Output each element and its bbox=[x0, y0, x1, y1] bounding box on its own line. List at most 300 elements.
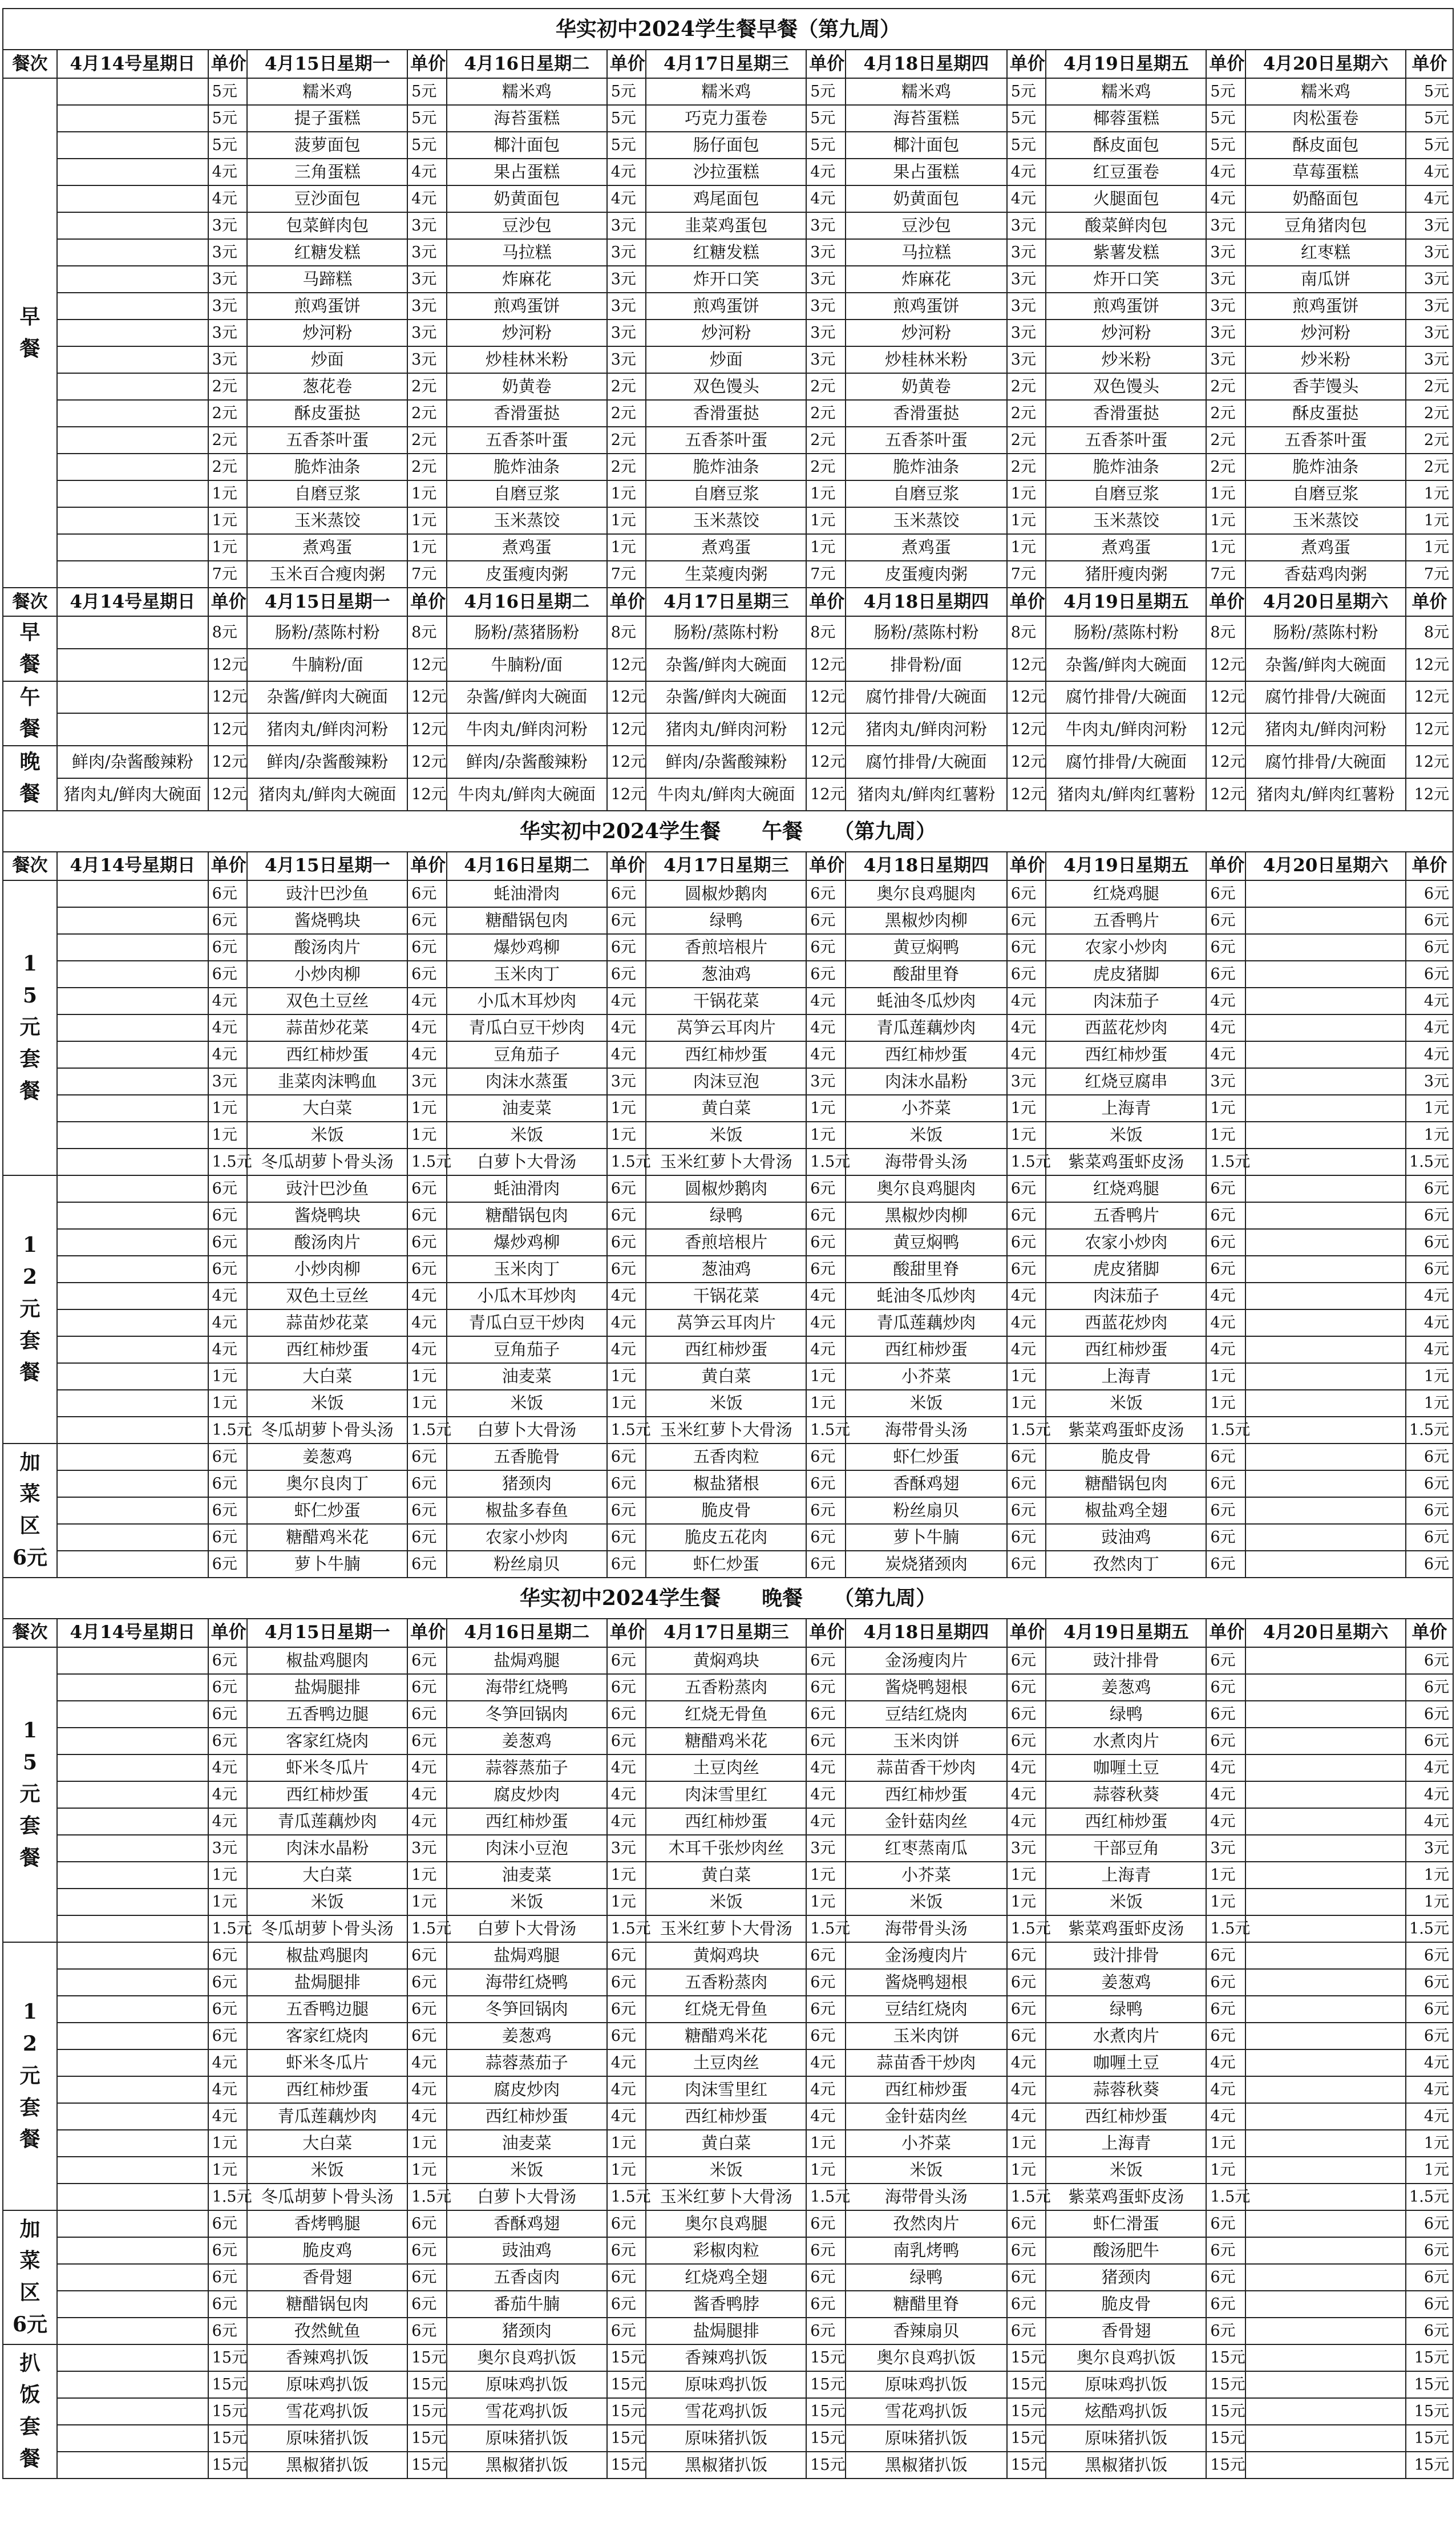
dish-name: 红枣蒸南瓜 bbox=[846, 1835, 1007, 1862]
dish-name: 奶黄面包 bbox=[447, 185, 607, 212]
dish-price: 15元 bbox=[1206, 2452, 1245, 2479]
dish-name: 腐竹排骨/大碗面 bbox=[1046, 681, 1206, 714]
dish-name: 西红柿炒蛋 bbox=[846, 1781, 1007, 1808]
menu-row bbox=[3, 212, 1453, 239]
meal-category bbox=[3, 2344, 57, 2479]
dish-price: 15元 bbox=[1406, 2425, 1453, 2452]
dish-price: 7元 bbox=[806, 561, 846, 588]
dish-price: 6元 bbox=[1007, 1996, 1046, 2023]
dish-price: 1元 bbox=[607, 1095, 646, 1122]
dish-price: 1.5元 bbox=[806, 1417, 846, 1444]
dish-name: 腐竹排骨/大碗面 bbox=[1046, 746, 1206, 778]
dish-price: 6元 bbox=[806, 1202, 846, 1229]
dish-name: 蒜蓉秋葵 bbox=[1046, 1781, 1206, 1808]
dish-price: 4元 bbox=[607, 185, 646, 212]
price-header: 单价 bbox=[1206, 588, 1245, 616]
dish-price: 6元 bbox=[806, 1647, 846, 1674]
dish-name: 奥尔良鸡扒饭 bbox=[846, 2344, 1007, 2371]
dish-name: 豆角茄子 bbox=[447, 1336, 607, 1363]
dish-name: 糖醋锅包肉 bbox=[247, 2291, 407, 2318]
dish-price: 6元 bbox=[407, 1524, 447, 1551]
dish-name: 火腿面包 bbox=[1046, 185, 1206, 212]
dish-name bbox=[57, 2103, 208, 2130]
dish-price: 6元 bbox=[806, 907, 846, 934]
dish-price: 6元 bbox=[1406, 1728, 1453, 1754]
dish-price: 6元 bbox=[208, 934, 248, 961]
dish-price: 12元 bbox=[1007, 713, 1046, 746]
dish-price: 3元 bbox=[1406, 320, 1453, 346]
dish-price: 1元 bbox=[607, 534, 646, 561]
dish-name: 米饭 bbox=[646, 1889, 806, 1915]
dish-price: 4元 bbox=[1206, 1014, 1245, 1041]
dish-price: 1.5元 bbox=[806, 1915, 846, 1942]
dish-price: 4元 bbox=[1406, 1014, 1453, 1041]
dish-name: 煮鸡蛋 bbox=[646, 534, 806, 561]
dish-price: 4元 bbox=[208, 159, 248, 185]
dish-price: 1元 bbox=[806, 480, 846, 507]
menu-row bbox=[3, 2264, 1453, 2291]
dish-price: 1元 bbox=[208, 1122, 248, 1149]
dish-price: 5元 bbox=[1007, 105, 1046, 132]
dish-name: 肠粉/蒸陈村粉 bbox=[846, 616, 1007, 649]
dish-name: 小瓜木耳炒肉 bbox=[447, 988, 607, 1014]
dish-price: 6元 bbox=[806, 2210, 846, 2237]
dish-price: 1元 bbox=[1007, 507, 1046, 534]
dish-name: 黑椒猪扒饭 bbox=[646, 2452, 806, 2479]
dish-name: 五香茶叶蛋 bbox=[846, 427, 1007, 454]
dish-price: 6元 bbox=[806, 1728, 846, 1754]
menu-row bbox=[3, 907, 1453, 934]
dish-price: 15元 bbox=[607, 2344, 646, 2371]
dish-name: 自磨豆浆 bbox=[1046, 480, 1206, 507]
day-header: 4月20日星期六 bbox=[1245, 50, 1406, 78]
dish-name: 酥皮蛋挞 bbox=[247, 400, 407, 427]
dish-price: 15元 bbox=[407, 2452, 447, 2479]
dish-price: 15元 bbox=[1206, 2425, 1245, 2452]
dish-price: 15元 bbox=[208, 2425, 248, 2452]
dish-name: 蒜苗炒花菜 bbox=[247, 1014, 407, 1041]
dish-name: 沙拉蛋糕 bbox=[646, 159, 806, 185]
dish-price: 6元 bbox=[806, 2291, 846, 2318]
dish-name: 马蹄糕 bbox=[247, 266, 407, 293]
dish-price: 1.5元 bbox=[407, 1417, 447, 1444]
dish-name: 葱油鸡 bbox=[646, 1256, 806, 1283]
dish-name: 糖醋锅包肉 bbox=[447, 1202, 607, 1229]
dish-price: 1.5元 bbox=[407, 2184, 447, 2210]
dish-price: 6元 bbox=[1406, 1524, 1453, 1551]
dish-price: 15元 bbox=[1007, 2371, 1046, 2398]
dish-price: 3元 bbox=[1206, 1068, 1245, 1095]
dish-name bbox=[57, 1862, 208, 1889]
dish-name: 炒面 bbox=[646, 346, 806, 373]
menu-row bbox=[3, 1256, 1453, 1283]
dish-name: 奶黄卷 bbox=[846, 373, 1007, 400]
dish-name: 金汤瘦肉片 bbox=[846, 1942, 1007, 1969]
dish-price: 6元 bbox=[208, 2291, 248, 2318]
menu-row bbox=[3, 1229, 1453, 1256]
dish-price: 6元 bbox=[1007, 2023, 1046, 2049]
dish-name: 双色馒头 bbox=[1046, 373, 1206, 400]
dish-name bbox=[1245, 2210, 1406, 2237]
dish-name bbox=[57, 988, 208, 1014]
dish-price: 3元 bbox=[407, 346, 447, 373]
dish-name: 猪颈肉 bbox=[1046, 2264, 1206, 2291]
dish-price: 6元 bbox=[208, 2237, 248, 2264]
dish-name: 米饭 bbox=[846, 1122, 1007, 1149]
dish-price: 1.5元 bbox=[1007, 2184, 1046, 2210]
dish-name bbox=[57, 1497, 208, 1524]
dish-name: 葱油鸡 bbox=[646, 961, 806, 988]
dish-price: 1.5元 bbox=[407, 1915, 447, 1942]
dish-price: 6元 bbox=[1206, 1497, 1245, 1524]
dish-price: 12元 bbox=[1206, 713, 1245, 746]
dish-name: 红豆蛋卷 bbox=[1046, 159, 1206, 185]
dish-price: 4元 bbox=[1206, 2076, 1245, 2103]
dish-name: 酸汤肉片 bbox=[247, 934, 407, 961]
dish-price: 6元 bbox=[1406, 1647, 1453, 1674]
dish-name: 糯米鸡 bbox=[846, 78, 1007, 105]
dish-price: 6元 bbox=[407, 1256, 447, 1283]
dish-name bbox=[57, 346, 208, 373]
dish-price: 1元 bbox=[1406, 534, 1453, 561]
dish-price: 4元 bbox=[1406, 1808, 1453, 1835]
dish-name: 煎鸡蛋饼 bbox=[1046, 293, 1206, 320]
dish-price: 6元 bbox=[1007, 2237, 1046, 2264]
menu-row bbox=[3, 1781, 1453, 1808]
dish-name bbox=[1245, 2371, 1406, 2398]
dish-price: 4元 bbox=[806, 1014, 846, 1041]
dish-price: 3元 bbox=[1007, 266, 1046, 293]
dish-price: 4元 bbox=[1206, 2103, 1245, 2130]
dish-price: 2元 bbox=[1007, 427, 1046, 454]
dish-price: 1.5元 bbox=[806, 2184, 846, 2210]
dish-price: 1元 bbox=[1206, 480, 1245, 507]
menu-row bbox=[3, 373, 1453, 400]
dish-price: 1元 bbox=[208, 1390, 248, 1417]
meal-category-text: 套 bbox=[19, 1047, 41, 1072]
day-header: 4月17日星期三 bbox=[646, 50, 806, 78]
dish-price: 6元 bbox=[806, 1229, 846, 1256]
dish-name: 香滑蛋挞 bbox=[447, 400, 607, 427]
dish-price: 4元 bbox=[1206, 1283, 1245, 1309]
menu-row bbox=[3, 1470, 1453, 1497]
dish-name bbox=[1245, 988, 1406, 1014]
day-header: 4月16日星期二 bbox=[447, 852, 607, 880]
dish-name: 酱烧鸭翅根 bbox=[846, 1674, 1007, 1701]
price-header: 单价 bbox=[607, 588, 646, 616]
dish-price: 3元 bbox=[1406, 293, 1453, 320]
dish-name: 自磨豆浆 bbox=[247, 480, 407, 507]
dish-price: 6元 bbox=[1406, 907, 1453, 934]
dish-name: 香辣鸡扒饭 bbox=[247, 2344, 407, 2371]
dish-price: 4元 bbox=[1206, 2049, 1245, 2076]
dish-price: 1元 bbox=[1007, 1363, 1046, 1390]
dish-name: 油麦菜 bbox=[447, 1862, 607, 1889]
dish-name: 米饭 bbox=[447, 1889, 607, 1915]
meal-category-text: 套 bbox=[19, 2095, 41, 2120]
dish-name: 豉汁巴沙鱼 bbox=[247, 1175, 407, 1202]
dish-price: 4元 bbox=[1206, 1808, 1245, 1835]
dish-name: 牛肉丸/鲜肉大碗面 bbox=[447, 778, 607, 811]
dish-price: 4元 bbox=[1206, 1336, 1245, 1363]
dish-name: 肉沫茄子 bbox=[1046, 1283, 1206, 1309]
dish-name: 西红柿炒蛋 bbox=[247, 2076, 407, 2103]
dish-price: 6元 bbox=[1406, 1470, 1453, 1497]
dish-name: 西蓝花炒肉 bbox=[1046, 1014, 1206, 1041]
dish-price: 3元 bbox=[806, 212, 846, 239]
dish-price: 3元 bbox=[1406, 1068, 1453, 1095]
dish-price: 2元 bbox=[208, 454, 248, 480]
dish-name: 西红柿炒蛋 bbox=[1046, 1808, 1206, 1835]
dish-price: 12元 bbox=[407, 681, 447, 714]
dish-price: 6元 bbox=[607, 934, 646, 961]
dish-price: 7元 bbox=[208, 561, 248, 588]
dish-name bbox=[1245, 1363, 1406, 1390]
dish-name: 双色馒头 bbox=[646, 373, 806, 400]
price-header: 单价 bbox=[607, 50, 646, 78]
day-header: 4月19日星期五 bbox=[1046, 588, 1206, 616]
dish-price: 4元 bbox=[607, 2076, 646, 2103]
dish-name: 南瓜饼 bbox=[1245, 266, 1406, 293]
dish-price: 2元 bbox=[1206, 427, 1245, 454]
dish-price: 5元 bbox=[1406, 105, 1453, 132]
dish-name bbox=[57, 713, 208, 746]
dish-name: 肉沫雪里红 bbox=[646, 2076, 806, 2103]
dish-price: 15元 bbox=[806, 2371, 846, 2398]
dish-price: 6元 bbox=[607, 1202, 646, 1229]
dish-name: 玉米红萝卜大骨汤 bbox=[646, 1915, 806, 1942]
dish-name: 牛腩粉/面 bbox=[247, 649, 407, 681]
dish-price: 1元 bbox=[806, 1862, 846, 1889]
dish-name: 双色土豆丝 bbox=[247, 988, 407, 1014]
dish-name: 豉汁排骨 bbox=[1046, 1942, 1206, 1969]
menu-row bbox=[3, 1647, 1453, 1674]
menu-row bbox=[3, 1014, 1453, 1041]
dish-price: 6元 bbox=[607, 1229, 646, 1256]
dish-name: 虾仁滑蛋 bbox=[1046, 2210, 1206, 2237]
dish-price: 6元 bbox=[1007, 907, 1046, 934]
dish-name: 蒜蓉秋葵 bbox=[1046, 2076, 1206, 2103]
dish-name: 冬瓜胡萝卜骨头汤 bbox=[247, 2184, 407, 2210]
dish-name: 西红柿炒蛋 bbox=[646, 1041, 806, 1068]
dish-price: 1元 bbox=[1206, 1889, 1245, 1915]
dish-price: 4元 bbox=[806, 1754, 846, 1781]
dish-name bbox=[57, 427, 208, 454]
dish-price: 15元 bbox=[407, 2425, 447, 2452]
dish-price: 4元 bbox=[806, 1041, 846, 1068]
dish-name: 糖醋锅包肉 bbox=[1046, 1470, 1206, 1497]
dish-price: 6元 bbox=[1206, 1175, 1245, 1202]
dish-price: 4元 bbox=[607, 2103, 646, 2130]
dish-name: 皮蛋瘦肉粥 bbox=[846, 561, 1007, 588]
dish-name: 绿鸭 bbox=[1046, 1996, 1206, 2023]
dish-name: 萝卜牛腩 bbox=[846, 1524, 1007, 1551]
dish-name: 煎鸡蛋饼 bbox=[846, 293, 1007, 320]
dish-name: 肉沫豆泡 bbox=[646, 1068, 806, 1095]
dish-price: 1元 bbox=[607, 480, 646, 507]
dish-price: 7元 bbox=[607, 561, 646, 588]
dish-price: 6元 bbox=[1007, 1202, 1046, 1229]
dish-name bbox=[57, 1283, 208, 1309]
menu-row bbox=[3, 1808, 1453, 1835]
dish-name: 椒盐鸡腿肉 bbox=[247, 1647, 407, 1674]
dish-name bbox=[1245, 2130, 1406, 2157]
dish-price: 4元 bbox=[208, 2049, 248, 2076]
dish-price: 6元 bbox=[806, 1674, 846, 1701]
dish-name: 双色土豆丝 bbox=[247, 1283, 407, 1309]
dish-name: 煮鸡蛋 bbox=[1245, 534, 1406, 561]
dish-name bbox=[57, 1470, 208, 1497]
dish-name: 玉米蒸饺 bbox=[1245, 507, 1406, 534]
dish-name: 西红柿炒蛋 bbox=[846, 1041, 1007, 1068]
dish-price: 4元 bbox=[1007, 185, 1046, 212]
dish-name: 酸菜鲜肉包 bbox=[1046, 212, 1206, 239]
dish-name: 五香肉粒 bbox=[646, 1444, 806, 1470]
dish-name: 盐焗腿排 bbox=[247, 1674, 407, 1701]
dish-price: 1元 bbox=[1406, 2130, 1453, 2157]
dish-name: 虾米冬瓜片 bbox=[247, 2049, 407, 2076]
price-header: 单价 bbox=[806, 588, 846, 616]
header-row bbox=[3, 1619, 1453, 1647]
dish-name bbox=[1245, 1014, 1406, 1041]
dish-name: 奶酪面包 bbox=[1245, 185, 1406, 212]
dish-name: 炫酷鸡扒饭 bbox=[1046, 2398, 1206, 2425]
menu-row bbox=[3, 1309, 1453, 1336]
dish-price: 4元 bbox=[1206, 988, 1245, 1014]
dish-price: 4元 bbox=[1206, 1041, 1245, 1068]
dish-name bbox=[1245, 1283, 1406, 1309]
dish-name: 西红柿炒蛋 bbox=[447, 1808, 607, 1835]
dish-name: 西红柿炒蛋 bbox=[247, 1041, 407, 1068]
dish-price: 1元 bbox=[607, 2157, 646, 2184]
menu-row bbox=[3, 2184, 1453, 2210]
dish-price: 6元 bbox=[607, 2237, 646, 2264]
dish-price: 4元 bbox=[806, 1309, 846, 1336]
dish-name: 西红柿炒蛋 bbox=[247, 1781, 407, 1808]
dish-name: 脆炸油条 bbox=[1046, 454, 1206, 480]
dish-price: 1元 bbox=[806, 507, 846, 534]
dish-price: 8元 bbox=[208, 616, 248, 649]
dish-name bbox=[57, 1149, 208, 1175]
dish-name bbox=[1245, 1862, 1406, 1889]
dish-name bbox=[57, 1754, 208, 1781]
dish-price: 6元 bbox=[407, 1444, 447, 1470]
dish-price: 6元 bbox=[1007, 1728, 1046, 1754]
dish-price: 6元 bbox=[1007, 961, 1046, 988]
meal-category-text: 5 bbox=[22, 1750, 37, 1774]
dish-name bbox=[1245, 1095, 1406, 1122]
dish-name bbox=[57, 2344, 208, 2371]
dish-name: 五香鸭边腿 bbox=[247, 1996, 407, 2023]
dish-name bbox=[57, 320, 208, 346]
dish-name: 杂酱/鲜肉大碗面 bbox=[447, 681, 607, 714]
dish-name: 红烧无骨鱼 bbox=[646, 1996, 806, 2023]
dish-name bbox=[57, 1524, 208, 1551]
dish-name: 姜葱鸡 bbox=[1046, 1969, 1206, 1996]
dish-name: 肠粉/蒸陈村粉 bbox=[646, 616, 806, 649]
dish-price: 4元 bbox=[1007, 2049, 1046, 2076]
dish-price: 6元 bbox=[1406, 2237, 1453, 2264]
dish-name: 豆沙包 bbox=[447, 212, 607, 239]
menu-row bbox=[3, 2291, 1453, 2318]
dish-name bbox=[57, 1969, 208, 1996]
dish-name bbox=[57, 2237, 208, 2264]
dish-name bbox=[57, 2023, 208, 2049]
dish-name: 黑椒猪扒饭 bbox=[447, 2452, 607, 2479]
dish-name: 客家红烧肉 bbox=[247, 2023, 407, 2049]
dish-name: 草莓蛋糕 bbox=[1245, 159, 1406, 185]
meal-category-text: 餐 bbox=[19, 1078, 41, 1103]
dish-price: 6元 bbox=[407, 1551, 447, 1578]
menu-row bbox=[3, 1497, 1453, 1524]
meal-category-text: 元 bbox=[19, 1782, 41, 1806]
dish-name: 杂酱/鲜肉大碗面 bbox=[247, 681, 407, 714]
dish-price: 6元 bbox=[1406, 1202, 1453, 1229]
dish-price: 4元 bbox=[607, 1781, 646, 1808]
dish-price: 2元 bbox=[1206, 400, 1245, 427]
dish-name: 自磨豆浆 bbox=[1245, 480, 1406, 507]
dish-price: 6元 bbox=[407, 2237, 447, 2264]
dish-name: 猪肉丸/鲜肉红薯粉 bbox=[1245, 778, 1406, 811]
dish-name: 煮鸡蛋 bbox=[1046, 534, 1206, 561]
dish-name: 小炒肉柳 bbox=[247, 961, 407, 988]
dish-price: 12元 bbox=[607, 778, 646, 811]
dish-price: 6元 bbox=[1406, 1996, 1453, 2023]
dish-name: 果占蛋糕 bbox=[846, 159, 1007, 185]
dish-name: 黑椒炒肉柳 bbox=[846, 1202, 1007, 1229]
dish-price: 6元 bbox=[607, 1942, 646, 1969]
dish-price: 1元 bbox=[806, 2157, 846, 2184]
dish-name: 西红柿炒蛋 bbox=[247, 1336, 407, 1363]
meal-category bbox=[3, 1444, 57, 1578]
dish-price: 5元 bbox=[806, 78, 846, 105]
dish-price: 6元 bbox=[1007, 1497, 1046, 1524]
dish-name: 酱烧鸭翅根 bbox=[846, 1969, 1007, 1996]
menu-row bbox=[3, 1283, 1453, 1309]
dish-price: 6元 bbox=[607, 2318, 646, 2344]
dish-name bbox=[57, 1835, 208, 1862]
dish-name: 上海青 bbox=[1046, 2130, 1206, 2157]
dish-name: 原味猪扒饭 bbox=[247, 2425, 407, 2452]
menu-row bbox=[3, 1041, 1453, 1068]
dish-name: 紫菜鸡蛋虾皮汤 bbox=[1046, 1417, 1206, 1444]
dish-price: 6元 bbox=[1406, 2291, 1453, 2318]
dish-name: 紫菜鸡蛋虾皮汤 bbox=[1046, 1149, 1206, 1175]
menu-row bbox=[3, 1701, 1453, 1728]
dish-price: 4元 bbox=[1406, 1041, 1453, 1068]
dish-name: 酸汤肉片 bbox=[247, 1229, 407, 1256]
dish-name: 雪花鸡扒饭 bbox=[646, 2398, 806, 2425]
dish-name: 椒盐鸡全翅 bbox=[1046, 1497, 1206, 1524]
dish-name: 脆炸油条 bbox=[846, 454, 1007, 480]
dish-name: 肉沫水蒸蛋 bbox=[447, 1068, 607, 1095]
dish-name: 土豆肉丝 bbox=[646, 1754, 806, 1781]
dish-name: 米饭 bbox=[1046, 1889, 1206, 1915]
dish-price: 6元 bbox=[1206, 2210, 1245, 2237]
dish-price: 4元 bbox=[607, 1014, 646, 1041]
dish-name: 椒盐猪根 bbox=[646, 1470, 806, 1497]
dish-price: 1元 bbox=[1007, 1390, 1046, 1417]
dish-name: 蒜蓉蒸茄子 bbox=[447, 1754, 607, 1781]
dish-price: 4元 bbox=[1007, 1781, 1046, 1808]
dish-name: 青瓜莲藕炒肉 bbox=[247, 1808, 407, 1835]
dish-name bbox=[57, 1068, 208, 1095]
dish-name: 脆皮骨 bbox=[1046, 2291, 1206, 2318]
dish-price: 6元 bbox=[607, 880, 646, 907]
menu-row bbox=[3, 159, 1453, 185]
dish-price: 5元 bbox=[1406, 78, 1453, 105]
day-header: 4月20日星期六 bbox=[1245, 1619, 1406, 1647]
